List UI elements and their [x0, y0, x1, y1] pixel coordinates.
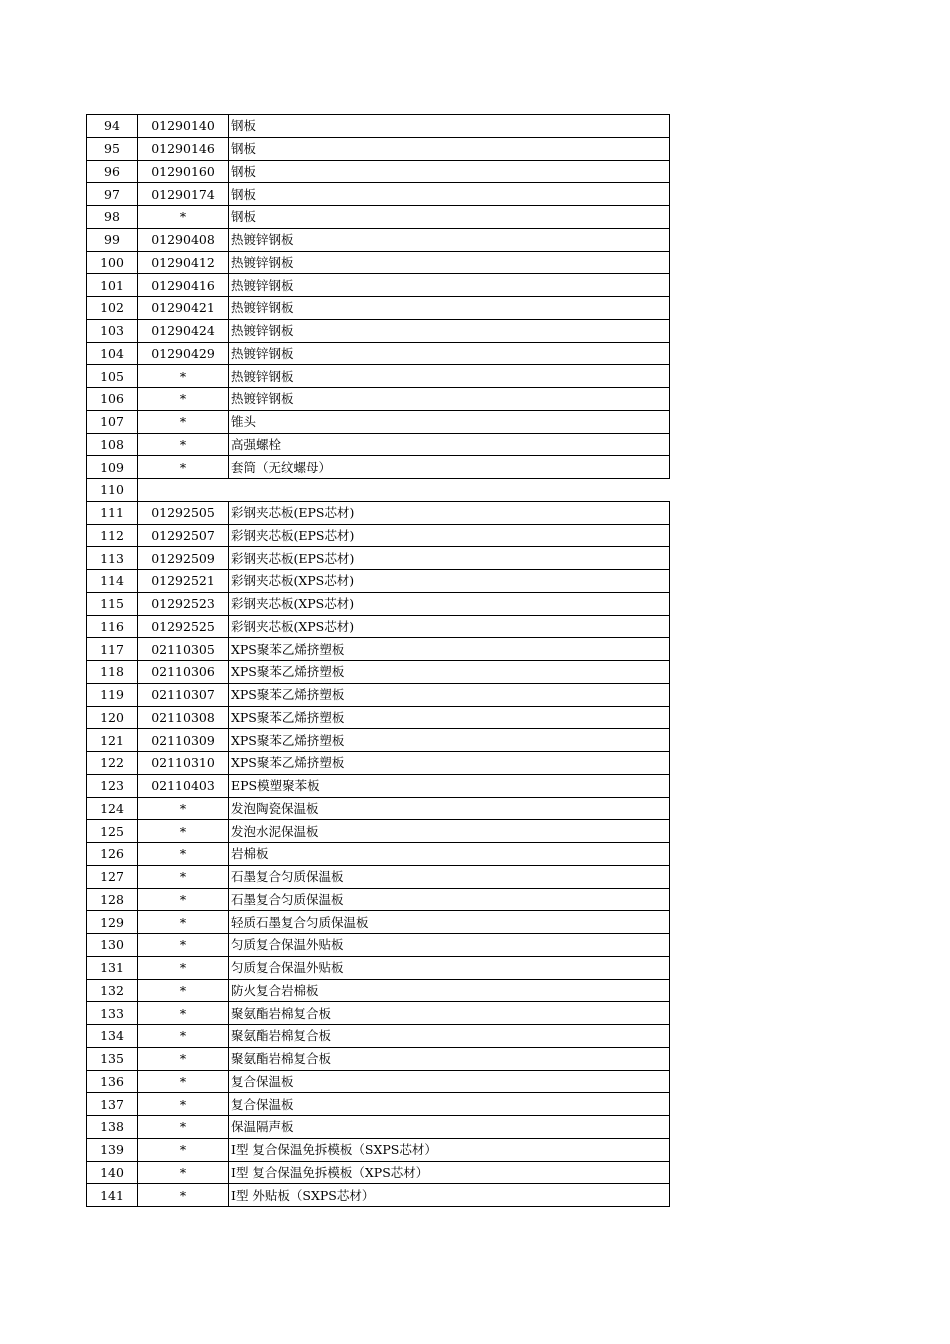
- material-code-cell: 01290408: [138, 228, 229, 251]
- table-row: [87, 501, 670, 524]
- material-name-cell: 轻质石墨复合匀质保温板: [229, 911, 670, 934]
- row-number-cell: 95: [87, 137, 138, 160]
- row-number-cell: 116: [87, 615, 138, 638]
- material-code-cell: *: [138, 911, 229, 934]
- material-name-cell: XPS聚苯乙烯挤塑板: [229, 638, 670, 661]
- row-number-cell: 132: [87, 979, 138, 1002]
- table-row: [87, 479, 670, 502]
- row-number-cell: 118: [87, 661, 138, 684]
- row-number-cell: 106: [87, 388, 138, 411]
- table-row: [87, 888, 670, 911]
- material-name-cell: Ⅰ型 外贴板（SXPS芯材）: [229, 1184, 670, 1207]
- material-table-body: [87, 115, 670, 1207]
- table-row: [87, 1002, 670, 1025]
- table-row: [87, 1161, 670, 1184]
- material-name-cell: 热镀锌钢板: [229, 342, 670, 365]
- material-code-cell: 01290412: [138, 251, 229, 274]
- row-number-cell: 130: [87, 934, 138, 957]
- material-name-cell: 热镀锌钢板: [229, 365, 670, 388]
- material-code-cell: *: [138, 1184, 229, 1207]
- material-code-cell: *: [138, 820, 229, 843]
- table-row: [87, 456, 670, 479]
- table-row: [87, 410, 670, 433]
- material-code-cell: 02110306: [138, 661, 229, 684]
- material-name-cell: 防火复合岩棉板: [229, 979, 670, 1002]
- material-code-cell: *: [138, 456, 229, 479]
- material-name-cell: 热镀锌钢板: [229, 297, 670, 320]
- material-code-cell: 01292509: [138, 547, 229, 570]
- row-number-cell: 103: [87, 319, 138, 342]
- table-row: [87, 342, 670, 365]
- material-code-cell: 02110307: [138, 683, 229, 706]
- material-name-cell: 热镀锌钢板: [229, 228, 670, 251]
- material-name-cell: 发泡水泥保温板: [229, 820, 670, 843]
- material-code-cell: 02110403: [138, 774, 229, 797]
- row-number-cell: 127: [87, 865, 138, 888]
- material-name-cell: 复合保温板: [229, 1093, 670, 1116]
- table-row: [87, 797, 670, 820]
- table-row: [87, 865, 670, 888]
- table-row: [87, 1025, 670, 1048]
- table-row: [87, 615, 670, 638]
- material-code-cell: *: [138, 1025, 229, 1048]
- material-name-cell: 彩钢夹芯板(XPS芯材): [229, 615, 670, 638]
- material-code-cell: *: [138, 206, 229, 229]
- row-number-cell: 99: [87, 228, 138, 251]
- material-code-cell: *: [138, 1093, 229, 1116]
- row-number-cell: 140: [87, 1161, 138, 1184]
- material-code-cell: 02110309: [138, 729, 229, 752]
- material-code-cell: 01290174: [138, 183, 229, 206]
- material-code-cell: 01292523: [138, 592, 229, 615]
- row-number-cell: 96: [87, 160, 138, 183]
- material-code-cell: 01292507: [138, 524, 229, 547]
- row-number-cell: 117: [87, 638, 138, 661]
- material-name-cell: 热镀锌钢板: [229, 251, 670, 274]
- table-row: [87, 911, 670, 934]
- material-code-cell: *: [138, 1116, 229, 1139]
- row-number-cell: 101: [87, 274, 138, 297]
- material-name-cell: XPS聚苯乙烯挤塑板: [229, 683, 670, 706]
- material-code-cell: [138, 479, 229, 502]
- material-code-cell: *: [138, 843, 229, 866]
- table-row: [87, 1184, 670, 1207]
- material-name-cell: 聚氨酯岩棉复合板: [229, 1047, 670, 1070]
- table-row: [87, 661, 670, 684]
- material-code-cell: 01292525: [138, 615, 229, 638]
- table-row: [87, 1093, 670, 1116]
- material-code-cell: *: [138, 1070, 229, 1093]
- row-number-cell: 104: [87, 342, 138, 365]
- material-code-cell: 01290429: [138, 342, 229, 365]
- row-number-cell: 120: [87, 706, 138, 729]
- table-row: [87, 297, 670, 320]
- material-name-cell: 保温隔声板: [229, 1116, 670, 1139]
- table-row: [87, 956, 670, 979]
- row-number-cell: 119: [87, 683, 138, 706]
- table-row: [87, 115, 670, 138]
- table-row: [87, 820, 670, 843]
- material-name-cell: EPS模塑聚苯板: [229, 774, 670, 797]
- row-number-cell: 122: [87, 752, 138, 775]
- material-code-cell: 02110310: [138, 752, 229, 775]
- material-code-cell: *: [138, 979, 229, 1002]
- table-row: [87, 592, 670, 615]
- material-name-cell: 套筒（无纹螺母）: [229, 456, 670, 479]
- material-code-cell: 01290424: [138, 319, 229, 342]
- row-number-cell: 121: [87, 729, 138, 752]
- material-name-cell: 钢板: [229, 137, 670, 160]
- row-number-cell: 97: [87, 183, 138, 206]
- row-number-cell: 124: [87, 797, 138, 820]
- row-number-cell: 135: [87, 1047, 138, 1070]
- material-name-cell: 聚氨酯岩棉复合板: [229, 1002, 670, 1025]
- material-name-cell: 彩钢夹芯板(EPS芯材): [229, 501, 670, 524]
- material-name-cell: 聚氨酯岩棉复合板: [229, 1025, 670, 1048]
- material-name-cell: 岩棉板: [229, 843, 670, 866]
- material-code-cell: *: [138, 1161, 229, 1184]
- material-code-cell: 01292521: [138, 570, 229, 593]
- material-name-cell: XPS聚苯乙烯挤塑板: [229, 661, 670, 684]
- material-name-cell: 钢板: [229, 115, 670, 138]
- table-row: [87, 1047, 670, 1070]
- material-name-cell: 匀质复合保温外贴板: [229, 956, 670, 979]
- material-code-cell: 02110305: [138, 638, 229, 661]
- material-code-cell: *: [138, 797, 229, 820]
- material-name-cell: 匀质复合保温外贴板: [229, 934, 670, 957]
- row-number-cell: 125: [87, 820, 138, 843]
- material-code-cell: *: [138, 888, 229, 911]
- material-code-cell: 02110308: [138, 706, 229, 729]
- row-number-cell: 108: [87, 433, 138, 456]
- table-row: [87, 547, 670, 570]
- row-number-cell: 100: [87, 251, 138, 274]
- table-row: [87, 183, 670, 206]
- row-number-cell: 131: [87, 956, 138, 979]
- material-code-cell: *: [138, 1138, 229, 1161]
- material-code-cell: *: [138, 388, 229, 411]
- table-row: [87, 570, 670, 593]
- table-row: [87, 979, 670, 1002]
- material-code-cell: *: [138, 365, 229, 388]
- row-number-cell: 102: [87, 297, 138, 320]
- material-code-cell: *: [138, 433, 229, 456]
- material-code-cell: *: [138, 1002, 229, 1025]
- table-row: [87, 1070, 670, 1093]
- row-number-cell: 111: [87, 501, 138, 524]
- row-number-cell: 109: [87, 456, 138, 479]
- row-number-cell: 98: [87, 206, 138, 229]
- table-row: [87, 228, 670, 251]
- material-code-cell: *: [138, 1047, 229, 1070]
- row-number-cell: 133: [87, 1002, 138, 1025]
- material-name-cell: Ⅰ型 复合保温免拆模板（SXPS芯材）: [229, 1138, 670, 1161]
- table-row: [87, 433, 670, 456]
- material-code-cell: 01290146: [138, 137, 229, 160]
- material-name-cell: Ⅰ型 复合保温免拆模板（XPS芯材）: [229, 1161, 670, 1184]
- material-code-cell: *: [138, 934, 229, 957]
- material-name-cell: 彩钢夹芯板(XPS芯材): [229, 592, 670, 615]
- row-number-cell: 138: [87, 1116, 138, 1139]
- row-number-cell: 114: [87, 570, 138, 593]
- row-number-cell: 136: [87, 1070, 138, 1093]
- table-row: [87, 137, 670, 160]
- material-code-cell: 01290140: [138, 115, 229, 138]
- row-number-cell: 107: [87, 410, 138, 433]
- table-row: [87, 706, 670, 729]
- material-name-cell: XPS聚苯乙烯挤塑板: [229, 729, 670, 752]
- table-row: [87, 206, 670, 229]
- table-row: [87, 160, 670, 183]
- material-name-cell: 石墨复合匀质保温板: [229, 888, 670, 911]
- table-row: [87, 1138, 670, 1161]
- row-number-cell: 105: [87, 365, 138, 388]
- material-name-cell: 热镀锌钢板: [229, 319, 670, 342]
- table-row: [87, 274, 670, 297]
- row-number-cell: 134: [87, 1025, 138, 1048]
- material-name-cell: 钢板: [229, 183, 670, 206]
- material-code-cell: 01290416: [138, 274, 229, 297]
- material-code-cell: 01292505: [138, 501, 229, 524]
- row-number-cell: 129: [87, 911, 138, 934]
- row-number-cell: 139: [87, 1138, 138, 1161]
- material-name-cell: 高强螺栓: [229, 433, 670, 456]
- material-name-cell: 彩钢夹芯板(EPS芯材): [229, 524, 670, 547]
- material-name-cell: 热镀锌钢板: [229, 388, 670, 411]
- row-number-cell: 115: [87, 592, 138, 615]
- row-number-cell: 123: [87, 774, 138, 797]
- row-number-cell: 113: [87, 547, 138, 570]
- table-row: [87, 319, 670, 342]
- table-row: [87, 934, 670, 957]
- table-row: [87, 1116, 670, 1139]
- material-name-cell: 发泡陶瓷保温板: [229, 797, 670, 820]
- material-name-cell: 彩钢夹芯板(EPS芯材): [229, 547, 670, 570]
- material-name-cell: 锥头: [229, 410, 670, 433]
- material-name-cell: XPS聚苯乙烯挤塑板: [229, 752, 670, 775]
- row-number-cell: 126: [87, 843, 138, 866]
- table-row: [87, 388, 670, 411]
- row-number-cell: 112: [87, 524, 138, 547]
- material-name-cell: 热镀锌钢板: [229, 274, 670, 297]
- table-row: [87, 683, 670, 706]
- material-name-cell: 钢板: [229, 160, 670, 183]
- table-row: [87, 774, 670, 797]
- row-number-cell: 94: [87, 115, 138, 138]
- material-table: [86, 114, 670, 1207]
- material-code-cell: 01290421: [138, 297, 229, 320]
- table-row: [87, 843, 670, 866]
- material-code-cell: *: [138, 410, 229, 433]
- material-name-cell: 石墨复合匀质保温板: [229, 865, 670, 888]
- row-number-cell: 110: [87, 479, 138, 502]
- table-row: [87, 638, 670, 661]
- table-row: [87, 251, 670, 274]
- table-row: [87, 729, 670, 752]
- material-name-cell: 钢板: [229, 206, 670, 229]
- material-name-cell: XPS聚苯乙烯挤塑板: [229, 706, 670, 729]
- row-number-cell: 141: [87, 1184, 138, 1207]
- table-row: [87, 752, 670, 775]
- material-name-cell: 复合保温板: [229, 1070, 670, 1093]
- row-number-cell: 128: [87, 888, 138, 911]
- table-row: [87, 524, 670, 547]
- table-row: [87, 365, 670, 388]
- material-name-cell: [229, 479, 670, 502]
- material-code-cell: *: [138, 865, 229, 888]
- material-code-cell: *: [138, 956, 229, 979]
- material-code-cell: 01290160: [138, 160, 229, 183]
- row-number-cell: 137: [87, 1093, 138, 1116]
- material-name-cell: 彩钢夹芯板(XPS芯材): [229, 570, 670, 593]
